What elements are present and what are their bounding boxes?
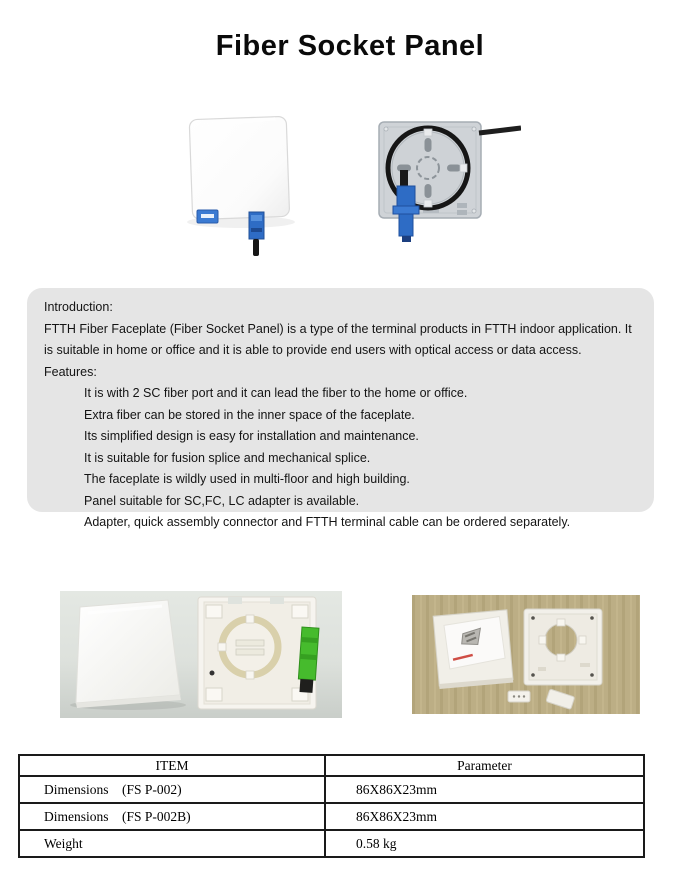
feature-item: Adapter, quick assembly connector and FTTH terminal cable can be ordered separately. bbox=[84, 515, 571, 529]
page-title: Fiber Socket Panel bbox=[215, 30, 485, 62]
sc-connector-blue bbox=[249, 212, 264, 239]
feature-item: Extra fiber can be stored in the inner space of the faceplate. bbox=[84, 407, 415, 422]
fiber-lead bbox=[400, 170, 408, 187]
intro-body: FTTH Fiber Faceplate (Fiber Socket Panel) is a type of the terminal products in FTTH indoor application. It is suitable in home or office and it is able to provide end users with optical access or data access. bbox=[44, 321, 632, 357]
feature-item: Panel suitable for SC,FC, LC adapter is available. bbox=[84, 493, 360, 508]
center-hole bbox=[545, 624, 577, 656]
intro-heading: Introduction: bbox=[44, 300, 113, 314]
faceplate-open-inside bbox=[198, 597, 319, 709]
spare-fiber-coil bbox=[222, 619, 278, 675]
spec-table bbox=[18, 754, 645, 858]
small-part-clip bbox=[508, 691, 530, 702]
spec-value: 86X86X23mm bbox=[325, 803, 644, 830]
spec-item: Weight bbox=[19, 830, 325, 857]
table-row bbox=[19, 776, 644, 803]
sc-connector-blue bbox=[393, 186, 419, 242]
feature-item: Its simplified design is easy for installation and maintenance. bbox=[84, 429, 419, 443]
feature-item: It is with 2 SC fiber port and it can lead the fiber to the home or office. bbox=[84, 386, 468, 400]
spec-item: Dimensions (FS P-002) bbox=[19, 776, 325, 803]
product-photo-back-view bbox=[371, 110, 521, 250]
photo-cover-and-inside bbox=[60, 591, 342, 718]
features-list bbox=[44, 383, 637, 534]
spec-header-parameter: Parameter bbox=[325, 755, 644, 776]
fiber-cable bbox=[253, 239, 259, 256]
drop-cable bbox=[479, 128, 521, 133]
faceplate-cover bbox=[76, 600, 181, 708]
base-plate bbox=[524, 609, 602, 685]
introduction-box bbox=[27, 288, 654, 529]
blue-port bbox=[197, 210, 218, 223]
table-row bbox=[19, 803, 644, 830]
spec-table-header-row bbox=[19, 755, 644, 776]
feature-item: The faceplate is wildly used in multi-floor and high building. bbox=[84, 472, 410, 486]
faceplate-front-panel bbox=[189, 116, 289, 219]
features-heading: Features: bbox=[44, 364, 97, 379]
table-row bbox=[19, 830, 644, 857]
photo-disassembled-parts bbox=[412, 595, 640, 714]
spec-item: Dimensions (FS P-002B) bbox=[19, 803, 325, 830]
product-photo-front-view bbox=[179, 110, 311, 258]
spec-value: 86X86X23mm bbox=[325, 776, 644, 803]
cover-with-screw-bag bbox=[433, 610, 513, 689]
spec-header-item: ITEM bbox=[19, 755, 325, 776]
spec-value: 0.58 kg bbox=[325, 830, 644, 857]
feature-item: It is suitable for fusion splice and mechanical splice. bbox=[84, 450, 371, 465]
top-product-images bbox=[0, 110, 700, 258]
